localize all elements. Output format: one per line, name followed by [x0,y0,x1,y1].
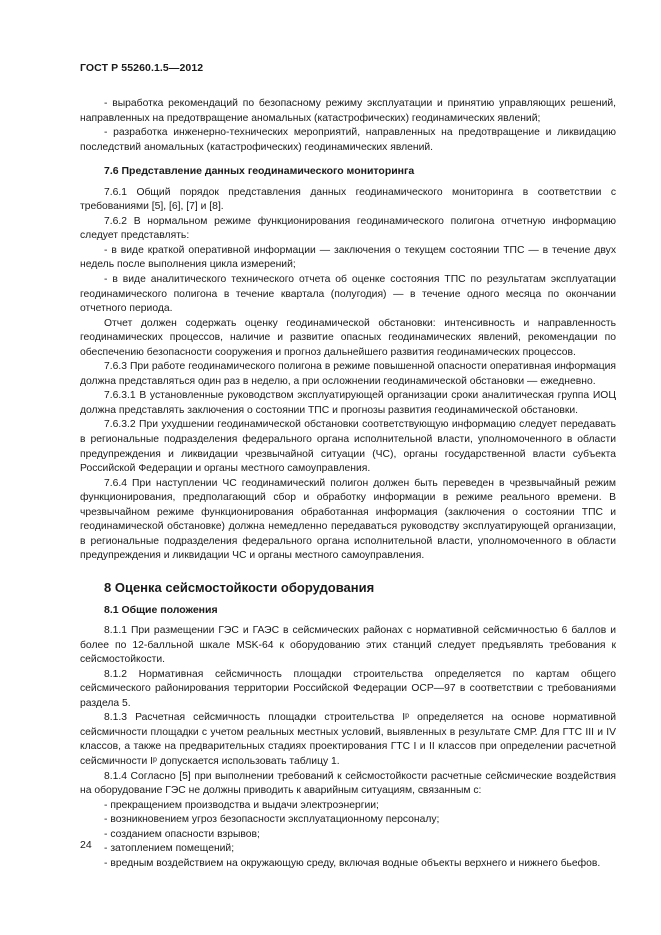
page-number: 24 [80,839,92,851]
subsection-heading-8-1: 8.1 Общие положения [104,603,218,616]
paragraph: 7.6.3.2 При ухудшении геодинамической обстановки соответствующую информацию следует передавать в региональные подразделения федерального органа исполнительной власти, уполномоченного в области предупреждения и ликвидации чрезвычайной ситуации (ЧС), органы государственной власти субъекта Российской Федерации и органы местного самоуправления. [80,419,616,475]
section-heading-8: 8 Оценка сейсмостойкости оборудования [104,579,375,595]
paragraph: 8.1.4 Согласно [5] при выполнении требований к сейсмостойкости расчетные сейсмические воздействия на оборудование ГЭС не должны приводить к аварийным ситуациям, связанным с: [80,770,616,797]
page-content [80,97,616,871]
list-item: - затоплением помещений; [104,843,235,855]
paragraph: 7.6.3 При работе геодинамического полигона в режиме повышенной опасности оперативная информация должна представляться один раз в неделю, а при осложнении геодинамической обстановки — ежедневно. [80,361,616,387]
paragraph: - в виде краткой оперативной информации — заключения о текущем состоянии ТПС — в течение двух недель после выполнения цикла измерений; [80,244,616,271]
document-header: ГОСТ Р 55260.1.5—2012 [80,62,204,74]
list-item: - возникновением угроз безопасности эксплуатационному персоналу; [104,814,440,826]
paragraph: - разработка инженерно-технических мероприятий, направленных на предотвращение и ликвидацию последствий аномальных (катастрофических) геодинамических явлений. [80,127,616,153]
paragraph: Отчет должен содержать оценку геодинамической обстановки: интенсивность и направленность геодинамических процессов, наличие и развитие опасных геодинамических явлений, рекомендации по обеспечению безопасности сооружения и прогноз дальнейшего развития геодинамических процессов. [80,317,616,358]
paragraph: 7.6.2 В нормальном режиме функционирования геодинамического полигона отчетную информацию следует представлять: [80,215,616,242]
paragraph: 7.6.4 При наступлении ЧС геодинамический полигон должен быть переведен в чрезвычайный режим функционирования, предполагающий сбор и обработку информации в режиме реального времени. В чрезвычайном режиме функционирования обработанная информация (заключения о состоянии ТПС и геодинамической обстановке) должна немедленно передаваться руководству эксплуатирующей организации, в региональные подразделения федерального органа исполнительной власти, уполномоченного в области предупреждения и ликвидации ЧС и органы местного самоуправления. [80,477,616,562]
paragraph: - в виде аналитического технического отчета об оценке состояния ТПС по результатам эксплуатации геодинамического полигона в течение квартала (полугодия) — в течение одного месяца по окончании отчетного периода. [80,274,616,315]
list-item: - прекращением производства и выдачи электроэнергии; [104,799,379,811]
list-item: - созданием опасности взрывов; [104,828,260,840]
paragraph: 7.6.3.1 В установленные руководством эксплуатирующей организации сроки аналитическая группа ИОЦ должна представлять заключения о состоянии ТПС и прогнозы развития геодинамической обстановки. [80,390,616,416]
paragraph: 8.1.2 Нормативная сейсмичность площадки строительства определяется по картам общего сейсмического районирования территории Российской Федерации ОСР—97 в соответствии с требованиями раздела 5. [80,668,616,709]
paragraph: 8.1.3 Расчетная сейсмичность площадки строительства Iᵖ определяется на основе нормативной сейсмичности площадки с учетом реальных местных условий, выявленных в результате СМР. Для ГТС III и IV классов, а также на предварительных стадиях проектирования ГТС I и II классов при определении расчетной сейсмичности Iᵖ допускается использовать таблицу 1. [80,712,616,767]
paragraph: 8.1.1 При размещении ГЭС и ГАЭС в сейсмических районах с нормативной сейсмичностью 6 баллов и более по 12-балльной шкале MSK-64 к оборудованию этих станций следует предъявлять требования к сейсмостойкости. [80,625,616,666]
paragraph: 7.6.1 Общий порядок представления данных геодинамического мониторинга в соответствии с требованиями [5], [6], [7] и [8]. [80,186,616,213]
list-item: - вредным воздействием на окружающую среду, включая водные объекты верхнего и нижнего бьефов. [104,857,601,869]
section-heading-7-6: 7.6 Представление данных геодинамического мониторинга [104,165,415,178]
paragraph: - выработка рекомендаций по безопасному режиму эксплуатации и принятию управляющих решений, направленных на предотвращение аномальных (катастрофических) геодинамических явлений; [80,98,616,124]
